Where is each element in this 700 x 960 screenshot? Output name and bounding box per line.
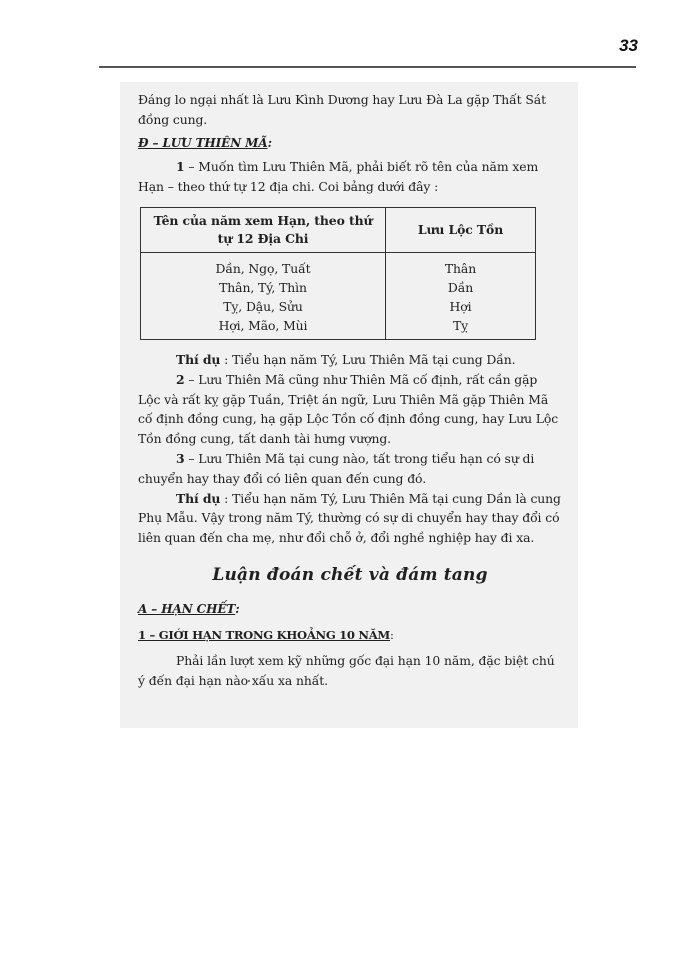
table-row (141, 297, 536, 316)
paragraph-1 (138, 157, 562, 197)
table-header-luu-loc-ton: Lưu Lộc Tồn (386, 207, 536, 252)
paragraph-number: 3 (176, 450, 185, 466)
paragraph-dai-han: Phải lần lượt xem kỹ những gốc đại hạn 10 năm, đặc biệt chú ý đến đại hạn nào xấu xa nhất. (138, 653, 555, 689)
table-cell-years: Dần, Ngọ, Tuất (141, 252, 386, 278)
table-cell-years: Tỵ, Dậu, Sửu (141, 297, 386, 316)
page-number: 33 (619, 36, 638, 55)
example-1 (138, 350, 562, 370)
header-rule (99, 66, 636, 68)
paragraph-2 (138, 370, 562, 449)
paragraph-3 (138, 449, 562, 489)
table-cell-branch: Hợi (386, 297, 536, 316)
example-text: : Tiểu hạn năm Tý, Lưu Thiên Mã tại cung Dần. (220, 351, 516, 367)
page-body (138, 90, 562, 691)
section-heading-text: A – HẠN CHẾT (138, 601, 236, 616)
paragraph-text: – Lưu Thiên Mã cũng như Thiên Mã cố định, rất cần gặp Lộc và rất kỵ gặp Tuần, Triệt án ngữ, Lưu Thiên Mã gặp Thiên Mã cố định đồng cung, hạ gặp Lộc Tồn cố định đồng cung, hay Lưu Lộc Tồn đồng cung, tất danh tài hưng vượng. (138, 371, 559, 447)
example-label: Thí dụ (176, 490, 221, 506)
intro-paragraph: Đáng lo ngại nhất là Lưu Kình Dương hay Lưu Đà La gặp Thất Sát đồng cung. (138, 92, 546, 127)
table-cell-branch: Dần (386, 278, 536, 297)
paragraph-text: – Lưu Thiên Mã tại cung nào, tất trong tiểu hạn có sự di chuyển hay thay đổi có liên quan đến cung đó. (138, 450, 535, 486)
section-heading-colon: : (267, 135, 272, 150)
paragraph-text: – Muốn tìm Lưu Thiên Mã, phải biết rõ tên của năm xem Hạn – theo thứ tự 12 địa chi. Coi bảng dưới đây : (138, 159, 539, 195)
subheading-gioi-han (138, 626, 562, 646)
section-heading-han-chet (138, 600, 562, 620)
table-cell-branch: Thân (386, 252, 536, 278)
paragraph-number: 2 (176, 371, 185, 387)
table-cell-years: Hợi, Mão, Mùi (141, 316, 386, 340)
table-row (141, 278, 536, 297)
table-header-row (141, 207, 536, 252)
example-text: : Tiểu hạn năm Tý, Lưu Thiên Mã tại cung Dần là cung Phụ Mẫu. Vậy trong năm Tý, thường có sự di chuyển hay thay đổi có liên quan đến cha mẹ, như đổi chỗ ở, đổi nghề nghiệp hay đi xa. (138, 490, 561, 546)
section-heading-text: Đ – LƯU THIÊN MÃ (138, 135, 268, 150)
example-label: Thí dụ (176, 351, 221, 367)
table-row (141, 252, 536, 278)
subheading-colon: : (389, 627, 394, 642)
section-heading-colon: : (235, 601, 240, 616)
table-cell-years: Thân, Tý, Thìn (141, 278, 386, 297)
scanned-page (120, 82, 578, 728)
paragraph-number: 1 (176, 159, 185, 175)
table-header-year-name: Tên của năm xem Hạn, theo thứ tự 12 Địa Chi (141, 207, 386, 252)
chapter-title: Luận đoán chết và đám tang (212, 564, 488, 585)
subheading-text: 1 – GIỚI HẠN TRONG KHOẢNG 10 NĂM (138, 627, 390, 642)
table-row (141, 316, 536, 340)
section-heading-luu-thien-ma (138, 134, 562, 154)
table-cell-branch: Tỵ (386, 316, 536, 340)
luu-loc-ton-table (140, 207, 536, 340)
example-2 (138, 489, 562, 548)
